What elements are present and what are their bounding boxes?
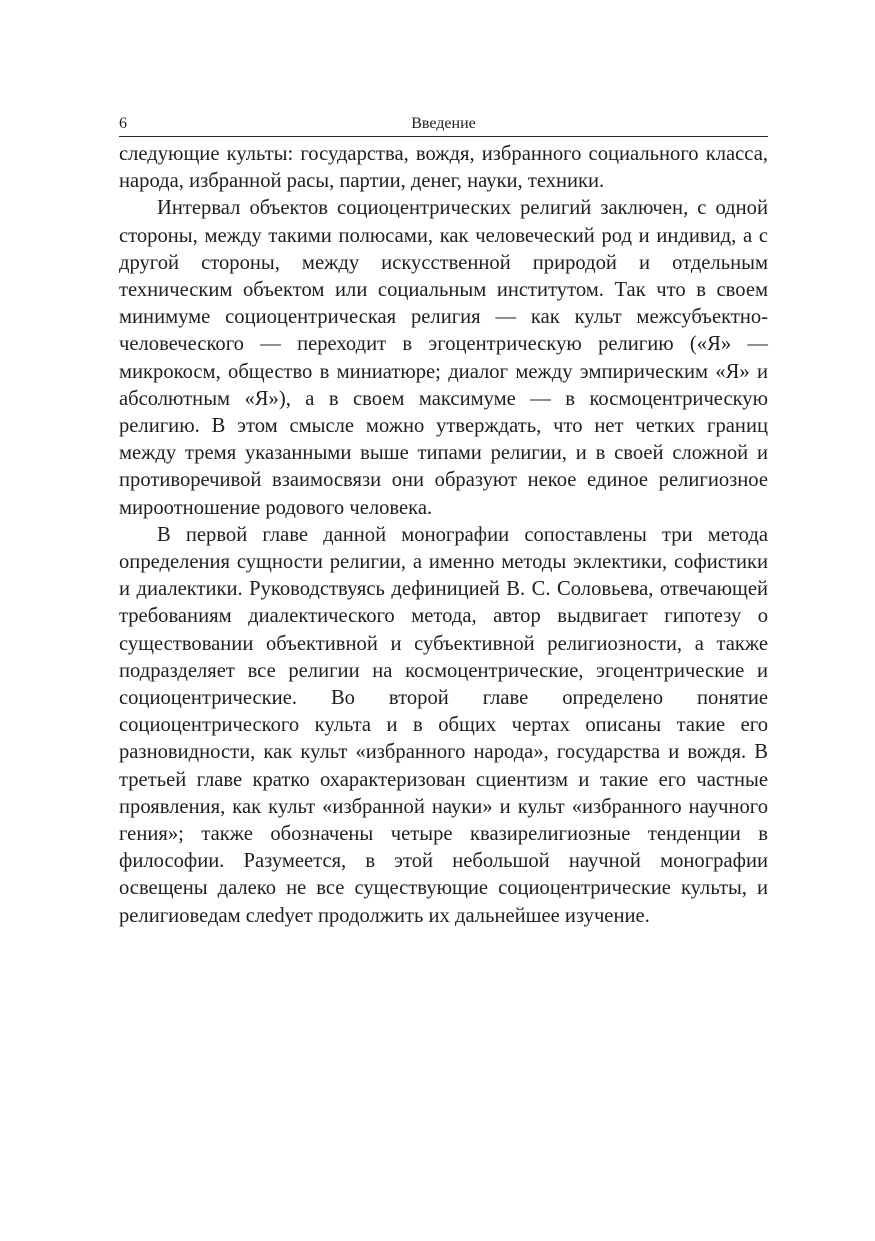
body-text: [119, 141, 768, 930]
paragraph-monograph-overview: В первой главе данной монографии сопоставлены три метода определения сущности религии, а именно методы эклектики, софистики и диалектики. Руководствуясь дефиницией В. С. Соловьева, отвечающей требованиям диалектического метода, автор выдвигает гипотезу о существовании объективной и субъективной религиозности, а также подразделяет все религии на космоцентрические, эгоцентрические и социоцентрические. Во второй главе определено понятие социоцентрического культа и в общих чертах описаны такие его разновидности, как культ «избранного народа», государства и вождя. В третьей главе кратко охарактеризован сциентизм и такие его частные проявления, как культ «избранной науки» и культ «избранного научного гения»; также обозначены четыре квазирелигиозные тенденции в философии. Разумеется, в этой небольшой научной монографии освещены далеко не все существующие социоцентрические культы, и религиоведам слеdует продолжить их дальнейшее изучение.: [119, 523, 768, 927]
page-number: 6: [119, 115, 127, 132]
paragraph-continuation: следующие культы: государства, вождя, избранного социального класса, народа, избранной расы, партии, денег, науки, техники.: [119, 143, 768, 193]
paragraph-sociocentric-interval: Интервал объектов социоцентрических религий заключен, с одной стороны, между такими полюсами, как человеческий род и индивид, а с другой стороны, между искусственной природой и отдельным техническим объектом или социальным институтом. Так что в своем минимуме социоцентрическая религия — как культ межсубъектно-человеческого — переходит в эгоцентрическую религию («Я» — микрокосм, общество в миниатюре; диалог между эмпирическим «Я» и абсолютным «Я»), а в своем максимуме — в космоцентрическую религию. В этом смысле можно утверждать, что нет четких границ между тремя указанными выше типами религии, и в своей сложной и противоречивой взаимосвязи они образуют некое единое религиозное мироотношение родового человека.: [119, 197, 768, 519]
book-page: [119, 112, 768, 930]
running-header: [119, 112, 768, 137]
running-title: Введение: [411, 115, 476, 132]
